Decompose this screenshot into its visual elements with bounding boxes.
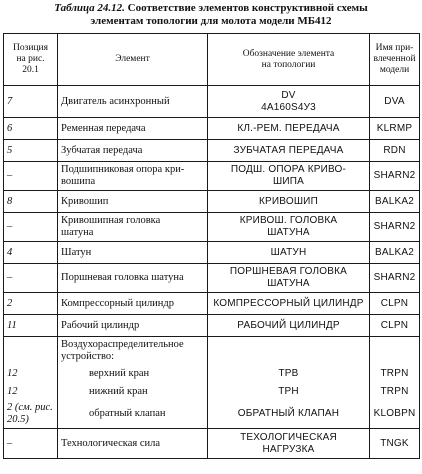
row-designation-line: ШАТУНА — [267, 227, 310, 238]
valve-position — [7, 383, 54, 401]
row-designation — [208, 293, 370, 315]
row-element-line: Компрессорный цилиндр — [61, 297, 175, 309]
table-row — [4, 118, 420, 140]
row-designation-line: DV — [281, 89, 296, 101]
row-position — [4, 337, 58, 429]
row-element — [58, 337, 208, 429]
row-designation-line: КРИВОШИП — [259, 195, 318, 207]
row-element-line: Подшипниковая опора кри- — [61, 164, 185, 175]
valve-item-name: верхний кран — [89, 367, 150, 379]
valve-position — [7, 401, 54, 427]
row-model: TNGK — [370, 429, 420, 459]
table-row — [4, 242, 420, 264]
header-element: Элемент — [58, 34, 208, 86]
row-position: 4 — [4, 242, 58, 264]
row-element-line: Поршневая головка шатуна — [61, 272, 184, 283]
row-designation-line: РАБОЧИЙ ЦИЛИНДР — [237, 319, 340, 331]
row-model: SHARN2 — [370, 162, 420, 191]
row-position: 5 — [4, 140, 58, 162]
table-row — [4, 140, 420, 162]
row-designation-line: КРИВОШ. ГОЛОВКА — [239, 215, 338, 226]
valve-item-model: KLOBPN — [373, 407, 416, 419]
row-model: BALKA2 — [370, 191, 420, 213]
row-designation — [208, 162, 370, 191]
table-row — [4, 162, 420, 191]
row-designation-line: ШАТУНА — [267, 278, 310, 289]
table-row — [4, 264, 420, 293]
row-designation — [208, 140, 370, 162]
table-row — [4, 293, 420, 315]
row-position: – — [4, 162, 58, 191]
valve-position — [7, 365, 54, 383]
row-model: SHARN2 — [370, 264, 420, 293]
row-element — [58, 429, 208, 459]
valve-item-designation: ТРН — [278, 385, 299, 397]
header-model: Имя при- влеченной модели — [370, 34, 420, 86]
row-designation — [208, 264, 370, 293]
row-position: – — [4, 264, 58, 293]
row-element-line: Кривошип — [61, 195, 109, 207]
row-model: CLPN — [370, 315, 420, 337]
row-element-line: Шатун — [61, 246, 92, 258]
row-element — [58, 86, 208, 118]
row-position: – — [4, 213, 58, 242]
row-designation — [208, 213, 370, 242]
row-designation-line: ЗУБЧАТАЯ ПЕРЕДАЧА — [233, 144, 344, 156]
row-designation-line: ТЕХОЛОГИЧЕСКАЯ — [240, 431, 337, 443]
row-element — [58, 162, 208, 191]
valve-position-text: 12 — [7, 367, 18, 379]
row-element-line: Зубчатая передача — [61, 144, 143, 156]
valve-group-title-line: Воздухораспределительное — [61, 338, 184, 350]
row-element — [58, 118, 208, 140]
row-designation-line: ПОРШНЕВАЯ ГОЛОВКА — [229, 266, 348, 277]
row-element — [58, 140, 208, 162]
correspondence-table — [3, 33, 420, 459]
row-model: RDN — [370, 140, 420, 162]
row-element-line: Кривошипная головка — [61, 215, 161, 226]
designation-spacer — [211, 339, 366, 365]
row-designation-line: НАГРУЗКА — [262, 443, 315, 455]
position-spacer — [7, 339, 54, 365]
valve-item-name: нижний кран — [89, 385, 148, 397]
row-model: SHARN2 — [370, 213, 420, 242]
table-header-row — [4, 34, 420, 86]
row-designation-line: ПОДШ. ОПОРА КРИВО- — [230, 164, 347, 175]
valve-position-text: 12 — [7, 385, 18, 397]
row-position: 6 — [4, 118, 58, 140]
table-caption — [0, 2, 422, 28]
row-designation-line: 4A160S4У3 — [261, 101, 316, 113]
row-designation-line: ШИПА — [272, 176, 304, 187]
row-designation — [208, 337, 370, 429]
row-model: DVA — [370, 86, 420, 118]
row-designation — [208, 429, 370, 459]
valve-item-model: TRPN — [380, 385, 409, 397]
row-designation — [208, 191, 370, 213]
row-designation-line: КЛ.-РЕМ. ПЕРЕДАЧА — [237, 122, 340, 134]
table-number: Таблица 24.12. — [54, 2, 125, 14]
table-row — [4, 429, 420, 459]
row-designation-line: КОМПРЕССОРНЫЙ ЦИЛИНДР — [213, 297, 364, 309]
table-title-line1: Соответствие элементов конструктивной схемы — [127, 2, 368, 14]
row-model: CLPN — [370, 293, 420, 315]
header-position: Позиция на рис. 20.1 — [4, 34, 58, 86]
valve-position-line: 2 (см. рис. — [7, 401, 53, 413]
row-model: BALKA2 — [370, 242, 420, 264]
row-designation — [208, 86, 370, 118]
row-element-line: Рабочий цилиндр — [61, 319, 140, 331]
row-position: – — [4, 429, 58, 459]
valve-group-title-line: устройство: — [61, 350, 115, 362]
row-element-line: Ременная передача — [61, 122, 146, 134]
row-element — [58, 315, 208, 337]
row-designation — [208, 242, 370, 264]
row-designation-line: ШАТУН — [270, 246, 307, 258]
table-row — [4, 86, 420, 118]
table-row — [4, 191, 420, 213]
valve-item-name: обратный клапан — [89, 407, 166, 419]
table-title-line2: элементам топологии для молота модели МБ412 — [90, 15, 332, 27]
row-element-line: шатуна — [61, 227, 94, 238]
row-position: 2 — [4, 293, 58, 315]
row-element — [58, 242, 208, 264]
valve-item-designation: ОБРАТНЫЙ КЛАПАН — [237, 407, 340, 419]
header-designation: Обозначение элемента на топологии — [208, 34, 370, 86]
row-position: 7 — [4, 86, 58, 118]
model-spacer — [373, 339, 416, 365]
row-model — [370, 337, 420, 429]
valve-position-line: 20.5) — [7, 413, 29, 425]
valve-item-designation: ТРВ — [278, 367, 299, 379]
table-row-valve-group — [4, 337, 420, 429]
row-element — [58, 264, 208, 293]
row-position: 8 — [4, 191, 58, 213]
row-element-line: вошипа — [61, 176, 96, 187]
table-row — [4, 213, 420, 242]
valve-group-title — [61, 339, 204, 365]
valve-item-model: TRPN — [380, 367, 409, 379]
row-element-line: Технологическая сила — [61, 437, 161, 449]
row-element — [58, 213, 208, 242]
row-position: 11 — [4, 315, 58, 337]
row-element — [58, 293, 208, 315]
row-designation — [208, 315, 370, 337]
row-designation — [208, 118, 370, 140]
row-element-line: Двигатель асинхронный — [61, 95, 170, 107]
row-model: KLRMP — [370, 118, 420, 140]
row-element — [58, 191, 208, 213]
table-row — [4, 315, 420, 337]
